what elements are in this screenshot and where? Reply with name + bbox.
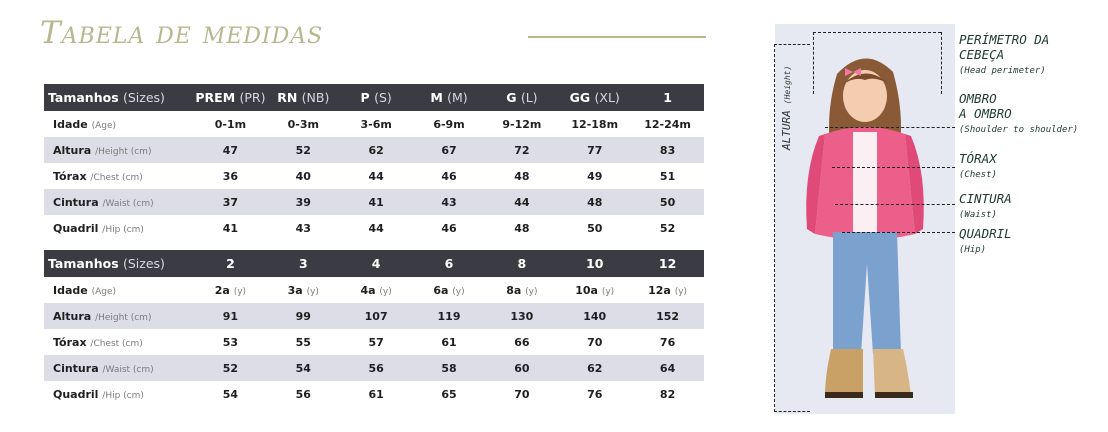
table-cell: 152: [631, 303, 704, 329]
table-cell: 41: [222, 221, 239, 235]
table-cell: 6-9m: [433, 117, 465, 131]
table-cell: 77: [558, 137, 631, 163]
row-label: Tórax /Chest (cm): [53, 335, 143, 349]
table-cell: 49: [587, 169, 603, 183]
table-cell: 62: [340, 137, 413, 163]
table-cell: 62: [558, 355, 631, 381]
table-row: [44, 163, 704, 189]
page-title: Tabela de medidas: [40, 15, 324, 51]
header-size-cell: G (L): [485, 84, 558, 111]
table-header-row: [44, 250, 704, 277]
table-cell: 12-24m: [644, 117, 691, 131]
hip-guide-line: [842, 232, 955, 233]
table-cell: 46: [441, 221, 457, 235]
table-cell: 54: [222, 387, 239, 401]
header-size-cell: 8: [485, 250, 558, 277]
table-header-row: [44, 84, 704, 111]
table-cell: 107: [340, 303, 413, 329]
table-cell: 0-1m: [214, 117, 247, 131]
table-cell: 12a (y): [648, 283, 688, 297]
table-row: [44, 111, 704, 137]
table-cell: 52: [267, 137, 340, 163]
table-cell: 39: [267, 189, 340, 215]
table-cell: 0-3m: [287, 117, 319, 131]
measure-chest: TÓRAX (Chest): [959, 151, 997, 180]
table-cell: 52: [194, 355, 267, 381]
table-cell: 76: [659, 335, 676, 349]
table-cell: 140: [558, 303, 631, 329]
table-cell: 48: [514, 221, 530, 235]
header-size-cell: GG (XL): [558, 84, 631, 111]
table-row: [44, 215, 704, 241]
table-cell: 61: [441, 335, 457, 349]
head-guide-line: [813, 32, 814, 94]
child-model-photo: [775, 24, 955, 414]
table-cell: 70: [587, 335, 603, 349]
table-row: [44, 189, 704, 215]
table-cell: 6a (y): [433, 283, 465, 297]
table-cell: 76: [587, 387, 603, 401]
table-cell: 47: [194, 137, 267, 163]
table-row: [44, 329, 704, 355]
row-label: Idade (Age): [53, 283, 117, 297]
row-label: Cintura /Waist (cm): [44, 189, 194, 215]
table-cell: 9-12m: [502, 117, 542, 131]
size-table-baby: [44, 84, 704, 241]
table-cell: 44: [368, 221, 384, 235]
table-cell: 51: [659, 169, 676, 183]
table-cell: 12-18m: [571, 117, 619, 131]
table-cell: 83: [631, 137, 704, 163]
height-label: ALTURA(Height): [780, 65, 793, 150]
table-cell: 56: [340, 355, 413, 381]
table-cell: 99: [267, 303, 340, 329]
table-cell: 52: [659, 221, 676, 235]
table-cell: 72: [485, 137, 558, 163]
measure-hip: QUADRIL (Hip): [959, 226, 1012, 255]
table-cell: 50: [631, 189, 704, 215]
header-label-cell: Tamanhos (Sizes): [44, 250, 194, 277]
size-table-kids: [44, 250, 704, 407]
table-cell: 50: [587, 221, 603, 235]
table-cell: 43: [295, 221, 311, 235]
height-guide-top: [774, 44, 810, 45]
table-cell: 58: [413, 355, 486, 381]
height-guide-bottom: [774, 411, 810, 412]
header-size-cell: PREM (PR): [194, 84, 267, 111]
table-cell: 130: [485, 303, 558, 329]
table-cell: 4a (y): [360, 283, 392, 297]
table-row: [44, 137, 704, 163]
table-cell: 40: [295, 169, 311, 183]
table-cell: 91: [194, 303, 267, 329]
table-cell: 37: [194, 189, 267, 215]
header-size-cell: RN (NB): [267, 84, 340, 111]
table-cell: 10a (y): [575, 283, 615, 297]
row-label: Altura /Height (cm): [44, 137, 194, 163]
waist-guide-line: [835, 204, 955, 205]
table-cell: 60: [485, 355, 558, 381]
header-size-cell: 4: [340, 250, 413, 277]
table-row: [44, 355, 704, 381]
header-size-cell: 12: [631, 250, 704, 277]
table-cell: 2a (y): [214, 283, 247, 297]
row-label: Tórax /Chest (cm): [53, 169, 143, 183]
table-row: [44, 381, 704, 407]
table-cell: 56: [295, 387, 311, 401]
table-cell: 48: [514, 169, 530, 183]
child-illustration: [775, 24, 955, 414]
table-cell: 64: [631, 355, 704, 381]
height-guide-line: [774, 44, 775, 412]
head-guide-right: [941, 32, 942, 94]
row-label: Idade (Age): [53, 117, 117, 131]
header-size-cell: 10: [558, 250, 631, 277]
table-cell: 119: [413, 303, 486, 329]
row-label: Altura /Height (cm): [44, 303, 194, 329]
measure-shoulder: OMBRO A OMBRO (Shoulder to shoulder): [959, 91, 1079, 135]
header-size-cell: 1: [631, 84, 704, 111]
header-size-cell: 2: [194, 250, 267, 277]
table-cell: 36: [222, 169, 239, 183]
chest-guide-line: [832, 167, 955, 168]
table-row: [44, 303, 704, 329]
table-cell: 3-6m: [360, 117, 392, 131]
table-cell: 57: [368, 335, 384, 349]
measure-waist: CINTURA (Waist): [959, 191, 1012, 220]
shoulder-guide-line: [825, 127, 955, 128]
row-label: Quadril /Hip (cm): [53, 387, 144, 401]
table-cell: 44: [368, 169, 384, 183]
header-label-cell: Tamanhos (Sizes): [44, 84, 194, 111]
head-guide-top: [813, 32, 941, 33]
table-cell: 41: [340, 189, 413, 215]
table-cell: 43: [413, 189, 486, 215]
measure-head-perimeter: PERÍMETRO DA CEBEÇA (Head perimeter): [959, 32, 1050, 76]
table-cell: 70: [514, 387, 530, 401]
row-label: Cintura /Waist (cm): [44, 355, 194, 381]
table-row: [44, 277, 704, 303]
title-block: [40, 8, 720, 58]
header-size-cell: 6: [413, 250, 486, 277]
table-cell: 67: [413, 137, 486, 163]
row-label: Quadril /Hip (cm): [53, 221, 144, 235]
table-cell: 61: [368, 387, 384, 401]
table-cell: 48: [558, 189, 631, 215]
table-cell: 3a (y): [287, 283, 319, 297]
header-size-cell: 3: [267, 250, 340, 277]
header-size-cell: M (M): [413, 84, 486, 111]
table-cell: 54: [267, 355, 340, 381]
table-cell: 44: [485, 189, 558, 215]
table-cell: 8a (y): [506, 283, 538, 297]
table-cell: 65: [441, 387, 457, 401]
table-cell: 53: [222, 335, 239, 349]
title-rule: [528, 36, 706, 38]
table-cell: 46: [441, 169, 457, 183]
table-cell: 55: [295, 335, 311, 349]
table-cell: 66: [514, 335, 530, 349]
table-cell: 82: [659, 387, 676, 401]
header-size-cell: P (S): [340, 84, 413, 111]
